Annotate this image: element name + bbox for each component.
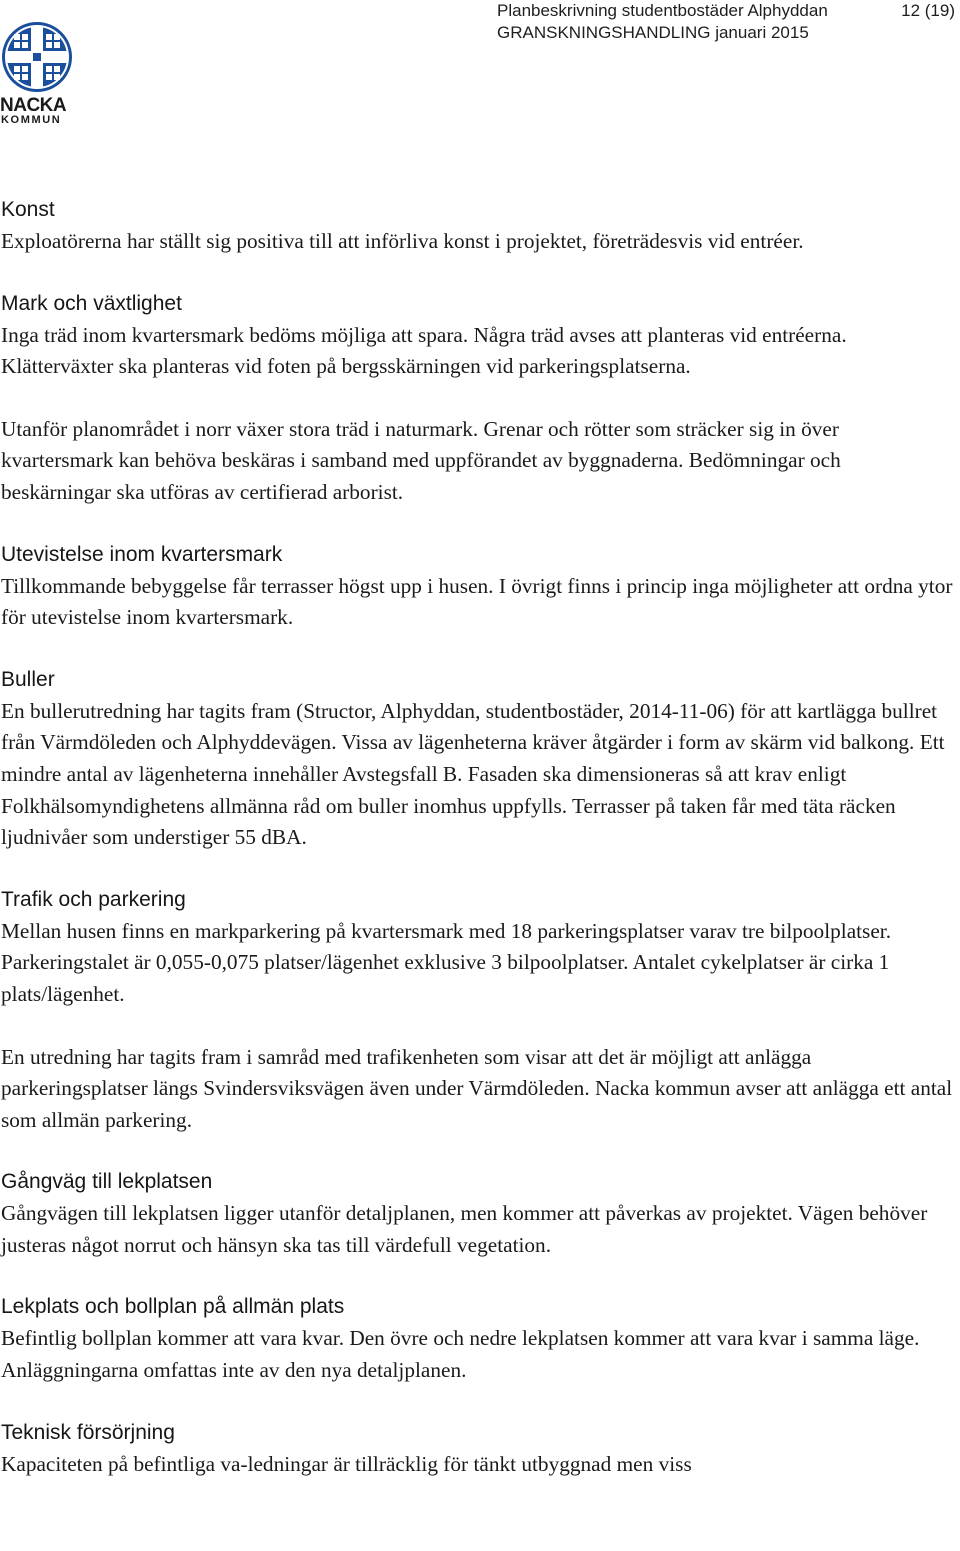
page-header (497, 0, 957, 44)
section-paragraph: Gångvägen till lekplatsen ligger utanför detaljplanen, men kommer att påverkas av projektet. Vägen behöver justeras något norrut och hänsyn ska tas till värdefull vegetation. (1, 1201, 928, 1257)
section-gangvag (1, 1166, 956, 1261)
section-heading: Konst (1, 198, 55, 221)
svg-text:KOMMUN: KOMMUN (1, 114, 62, 124)
section-heading: Teknisk försörjning (1, 1420, 175, 1444)
section-heading: Lekplats och bollplan på allmän plats (1, 1295, 345, 1319)
section-teknisk-forsorjning (1, 1417, 956, 1481)
section-paragraph: En bullerutredning har tagits fram (Structor, Alphyddan, studentbostäder, 2014-11-06) för att kartlägga bullret från Värmdöleden och Alphyddevägen. Vissa av lägenheterna kräver åtgärder i form av skärm vid balkong. Ett mindre antal av lägenheterna innehåller Avstegsfall B. Fasaden ska dimensioneras så att krav enligt Folkhälsomyndighetens allmänna råd om buller inomhus uppfylls. Terrasser på taken får med täta räcken ljudnivåer som understiger 55 dBA. (1, 698, 945, 850)
section-heading: Gångväg till lekplatsen (1, 1170, 213, 1194)
page-number: 12 (19) (901, 1, 955, 20)
section-paragraph: Exploatörerna har ställt sig positiva till att införliva konst i projektet, företrädesvis vid entréer. (1, 229, 804, 253)
nacka-kommun-logo (0, 20, 76, 124)
svg-text:NACKA: NACKA (0, 95, 67, 116)
section-paragraph: Kapaciteten på befintliga va-ledningar är tillräcklig för tänkt utbyggnad men viss (1, 1451, 692, 1476)
section-utevistelse (1, 539, 956, 634)
document-status: GRANSKNINGSHANDLING januari 2015 (497, 23, 809, 42)
section-buller (1, 664, 956, 854)
document-body (1, 194, 956, 1510)
section-paragraph: Mellan husen finns en markparkering på kvartersmark med 18 parkeringsplatser varav tre bilpoolplatser. Parkeringstalet är 0,055-0,075 platser/lägenhet exklusive 3 bilpoolplatser. Antalet cykelplatser är cirka 1 plats/lägenhet. (1, 918, 892, 1006)
section-heading: Mark och växtlighet (1, 291, 182, 315)
section-paragraph: Befintlig bollplan kommer att vara kvar. Den övre och nedre lekplatsen kommer att vara kvar i samma läge. Anläggningarna omfattas inte av den nya detaljplanen. (1, 1326, 920, 1383)
section-lekplats-och-bollplan (1, 1291, 956, 1386)
section-paragraph: Tillkommande bebyggelse får terrasser högst upp i husen. I övrigt finns i princip inga möjligheter att ordna ytor för utevistelse inom kvartersmark. (1, 573, 953, 630)
section-konst (1, 194, 956, 258)
section-paragraph: Inga träd inom kvartersmark bedöms möjliga att spara. Några träd avses att planteras vid entréerna. Klätterväxter ska planteras vid foten på bergsskärningen vid parkeringsplatserna. (1, 322, 847, 379)
section-heading: Trafik och parkering (1, 887, 186, 911)
section-trafik-och-parkering (1, 884, 956, 1137)
section-mark-och-vaxtlighet (1, 288, 956, 509)
section-heading: Utevistelse inom kvartersmark (1, 542, 283, 566)
section-paragraph: En utredning har tagits fram i samråd med trafikenheten som visar att det är möjligt att anlägga parkeringsplatser längs Svindersviksvägen även under Värmdöleden. Nacka kommun avser att anlägga ett antal som allmän parkering. (1, 1044, 953, 1132)
section-paragraph: Utanför planområdet i norr växer stora träd i naturmark. Grenar och rötter som sträcker sig in över kvartersmark kan behöva beskäras i samband med uppförandet av byggnaderna. Bedömningar och beskärningar ska utföras av certifierad arborist. (1, 416, 841, 504)
nacka-kommun-emblem-icon (0, 20, 76, 124)
document-title: Planbeskrivning studentbostäder Alphyddan (497, 1, 828, 20)
section-heading: Buller (1, 667, 55, 691)
